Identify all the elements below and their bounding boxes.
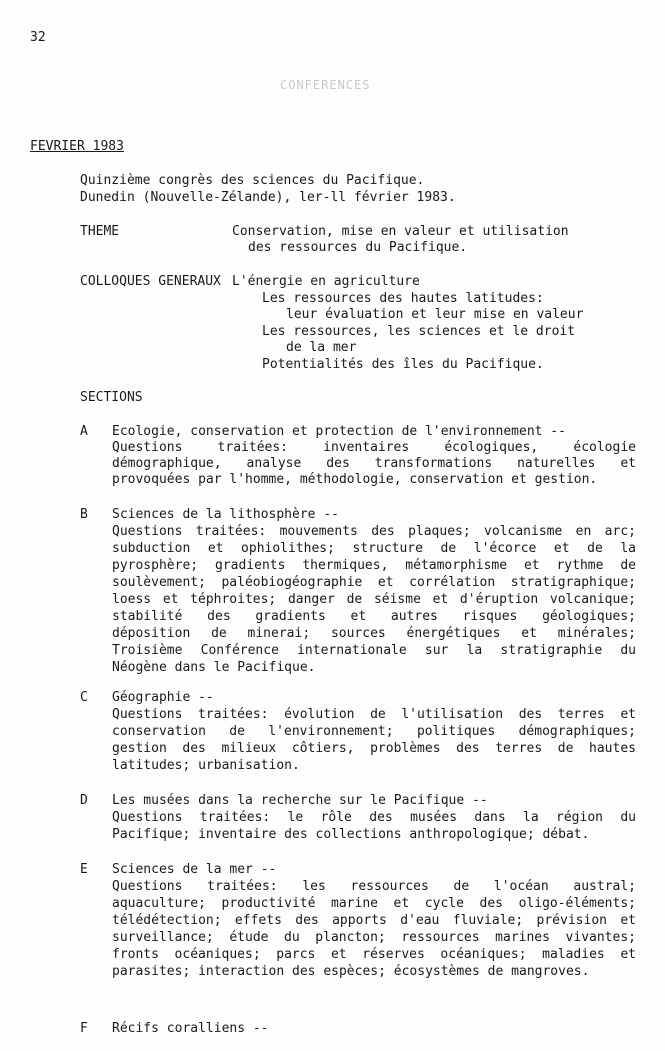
colloques-label: COLLOQUES GENERAUX — [80, 274, 221, 289]
section-line: latitudes; urbanisation. — [112, 758, 300, 773]
page-number: 32 — [30, 30, 46, 45]
colloque-line: Les ressources, les sciences et le droit — [262, 324, 576, 339]
section-line: surveillance; étude du plancton; ressources marines vivantes; — [112, 930, 636, 945]
section-letter: A — [80, 424, 88, 439]
section-line: Questions traitées: mouvements des plaques; volcanisme en arc; — [112, 524, 636, 539]
theme-line: des ressources du Pacifique. — [248, 240, 468, 255]
section-line: démographique, analyse des transformations naturelles et — [112, 456, 636, 471]
section-title: Sciences de la mer -- — [112, 862, 277, 877]
section-line: provoquées par l'homme, méthodologie, conservation et gestion. — [112, 472, 598, 487]
section-letter: C — [80, 690, 88, 705]
sections-label: SECTIONS — [80, 390, 143, 405]
section-title: Géographie -- — [112, 690, 214, 705]
section-title: Sciences de la lithosphère -- — [112, 507, 339, 522]
section-line: soulèvement; paléobiogéographie et corrélation stratigraphique; — [112, 575, 636, 590]
section-line: Questions traitées: inventaires écologiques, écologie — [112, 440, 636, 455]
section-line: déposition de minerai; sources énergétiques et minérales; — [112, 626, 636, 641]
section-line: Pacifique; inventaire des collections anthropologique; débat. — [112, 827, 590, 842]
section-line: Troisième Conférence internationale sur la stratigraphie du — [112, 643, 636, 658]
intro-line: Quinzième congrès des sciences du Pacifique. — [80, 173, 425, 188]
colloque-line: L'énergie en agriculture — [232, 274, 420, 289]
colloque-line: de la mer — [286, 340, 357, 355]
section-line: pyrosphère; gradients thermiques, métamorphisme et rythme de — [112, 558, 636, 573]
section-line: gestion des milieux côtiers, problèmes des terres de hautes — [112, 741, 636, 756]
month-heading: FEVRIER 1983 — [30, 139, 124, 154]
section-line: Questions traitées: les ressources de l'océan austral; — [112, 879, 636, 894]
section-line: télédétection; effets des apports d'eau fluviale; prévision et — [112, 913, 636, 928]
section-line: stabilité des gradients et autres risques géologiques; — [112, 609, 636, 624]
section-line: conservation de l'environnement; politiques démographiques; — [112, 724, 636, 739]
faint-heading: CONFERENCES — [280, 78, 371, 92]
section-line: Néogène dans le Pacifique. — [112, 660, 316, 675]
section-line: subduction et ophiolithes; structure de l'écorce et de la — [112, 541, 636, 556]
section-letter: F — [80, 1021, 88, 1036]
section-line: Questions traitées: le rôle des musées dans la région du — [112, 810, 636, 825]
section-letter: B — [80, 507, 88, 522]
section-line: Questions traitées: évolution de l'utilisation des terres et — [112, 707, 636, 722]
section-line: loess et téphroites; danger de séisme et d'éruption volcanique; — [112, 592, 636, 607]
colloque-line: leur évaluation et leur mise en valeur — [286, 307, 584, 322]
colloque-line: Les ressources des hautes latitudes: — [262, 291, 544, 306]
section-letter: D — [80, 793, 88, 808]
theme-label: THEME — [80, 224, 120, 239]
intro-line: Dunedin (Nouvelle-Zélande), ler-ll février 1983. — [80, 190, 456, 205]
theme-line: Conservation, mise en valeur et utilisation — [232, 224, 569, 239]
section-line: aquaculture; productivité marine et cycle des oligo-éléments; — [112, 896, 636, 911]
section-line: parasites; interaction des espèces; écosystèmes de mangroves. — [112, 964, 590, 979]
section-letter: E — [80, 862, 88, 877]
section-title: Ecologie, conservation et protection de l'environnement -- — [112, 424, 566, 439]
section-title: Récifs coralliens -- — [112, 1021, 269, 1036]
section-title: Les musées dans la recherche sur le Pacifique -- — [112, 793, 488, 808]
section-line: fronts océaniques; parcs et réserves océaniques; maladies et — [112, 947, 636, 962]
colloque-line: Potentialités des îles du Pacifique. — [262, 357, 544, 372]
